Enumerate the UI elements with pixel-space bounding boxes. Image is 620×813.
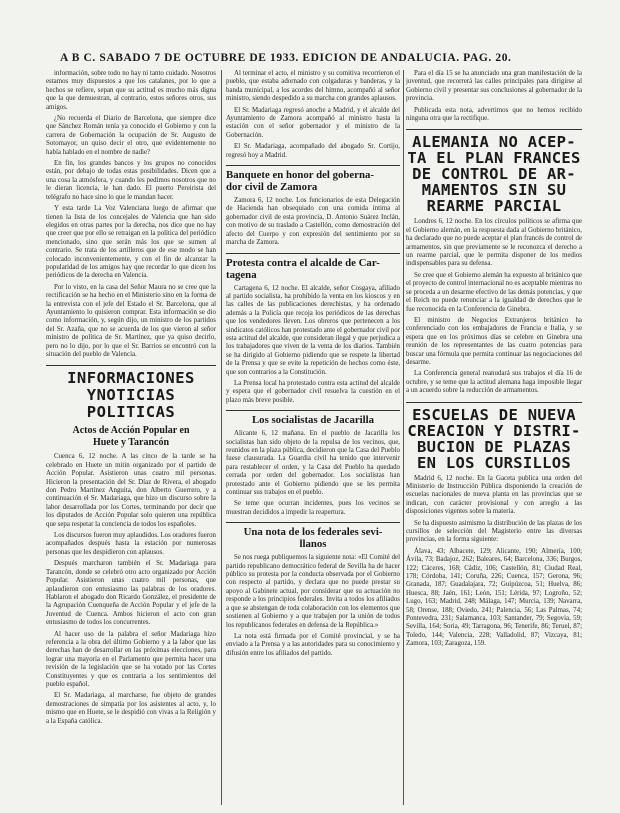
article-paragraph: Se nos ruega publiquemos la siguiente nota: «El Comité del partido republicano democrático federal de Sevilla ha de hacer público su protesta por la conducta observada por el Gobierno con respecto al partido, y declara que no puede prestar su apoyo al Gabinete actual, por considerar que su actuación no responde a los principios federales. Invita a todos los afiliados a que se abstengan de toda colaboración con los elementos que sostienen al Gobierno y a que trabajen por la unión de todos los republicanos federales en defensa de la República.» (226, 554, 400, 629)
article-paragraph: En fin, los grandes bancos y los grupos no conocidos están, por debajo de todas estas posibilidades. Dicen que a una cosa la atmósfera, y cuando les pedimos nosotros que no le dieran licencia, le han dado. El puerto Pereirista del telégrafo no hace sino lo que le mandan hacer. (46, 160, 216, 201)
page-header: A B C. SABADO 7 DE OCTUBRE DE 1933. EDICION DE ANDALUCIA. PAG. 20. (60, 52, 512, 64)
article-headline: Actos de Acción Popular en Huete y Tarancón (72, 425, 190, 449)
article-paragraph: El Sr. Madariaga, acompañado del abogado Sr. Cortijo, regresó hoy a Madrid. (226, 143, 400, 159)
article-paragraph: Alicante 6, 12 mañana. En el pueblo de Jacarilla los socialistas han sido objeto de la repulsa de los vecinos, que, reunidos en la plaza pública, decidieron que la Casa del Pueblo fuese clausurada. La Guardia civil ha tenido que intervenir para restablecer el orden, y la Casa del Pueblo ha quedado cerrada por orden del gobernador. Los socialistas han protestado ante el Gobierno pidiendo que se les permita continuar sus trabajos en el pueblo. (226, 430, 400, 497)
article-paragraph: La nota está firmada por el Comité provincial, y se ha enviado a la Prensa y a las autoridades para su conocimiento y difusión entre los afiliados del partido. (226, 632, 400, 657)
column-right (406, 70, 582, 807)
article-paragraph: Se teme que ocurran incidentes, pues los vecinos se muestran decididos a impedir la reapertura. (226, 500, 400, 516)
article-paragraph: Al hacer uso de la palabra el señor Madariaga hizo referencia a la obra del último Gobierno y a la labor que las derechas han de desarrollar en las próximas elecciones, para lograr una mayoría en el Parlamento que permita hacer una revisión de la legislación que se ha votado por las Cortes Constituyentes y que es contraria a los sentimientos del pueblo español. (46, 630, 216, 688)
article-paragraph: Se ha dispuesto asimismo la distribución de las plazas de los cursillos de selección del Magisterio entre las diversas provincias, en la forma siguiente: (406, 519, 582, 544)
article-headline: Banquete en honor del goberna- dor civil de Zamora (226, 165, 400, 193)
article-paragraph: La Conferencia general reanudará sus trabajos el día 16 de octubre, y se teme que la actitud alemana haga imposible llegar a un acuerdo sobre la reducción de armamentos. (406, 370, 582, 395)
article-headline: Una nota de los federales sevi- llanos (226, 522, 400, 550)
article-paragraph: Cuenca 6, 12 noche. A las cinco de la tarde se ha celebrado en Huete un mitin organizado por el partido de Acción Popular. Asistieron unas cuatro mil personas. Hicieron la presentación del Sr. Díaz de Rivera, el abogado don Pedro Martínez Anguita, don Alberto Guerrero, y a continuación el Sr. Madariaga, que hizo un discurso sobre la labor desarrollada por los Cortes, terminando por decir que los diputados de Acción Popular solo quieren una república que sepa respetar la conciencia de todos los españoles. (46, 453, 216, 528)
article-paragraph: Londres 6, 12 noche. En los círculos políticos se afirma que el Gobierno alemán, en la respuesta dada al Gobierno británico, ha declarado que no puede aceptar el plan francés de control de armamentos, sin que previamente se le reconozca el derecho a un rearme parcial, que le permita disponer de los medios indispensables para su defensa. (406, 218, 582, 268)
article-paragraph: Se cree que el Gobierno alemán ha expuesto al británico que el proyecto de control internacional no es aceptable mientras no se proceda a un desarme efectivo de las demás potencias, y que el Reich no puede renunciar a la igualdad de derechos que le fue reconocida en la Conferencia de Ginebra. (406, 271, 582, 313)
article-headline: Los socialistas de Jacarilla (226, 410, 400, 426)
article-paragraph: La Prensa local ha protestado contra esta actitud del alcalde y espera que el gobernador civil resuelva la cuestión en el plazo más breve posible. (226, 379, 400, 404)
article-headline: ESCUELAS DE NUEVA CREACION Y DISTRI- BUCION DE PLAZAS EN LOS CURSILLOS (406, 402, 582, 471)
article-paragraph: Álava, 43; Albacete, 129; Alicante, 190; Almería, 100; Ávila, 73; Badajoz, 262; Baleares, 64; Barcelona, 336; Burgos, 122; Cáceres, 168; Cádiz, 106; Castellón, 81; Ciudad Real, 178; Córdoba, 141; Coruña, 226; Cuenca, 157; Gerona, 96; Granada, 187; Guadalajara, 72; Guipúzcoa, 51; Huelva, 86; Huesca, 88; Jaén, 161; León, 151; Lérida, 97; Logroño, 52; Lugo, 163; Madrid, 248; Málaga, 147; Murcia, 139; Navarra, 58; Orense, 188; Oviedo, 241; Palencia, 56; Las Palmas, 74; Pontevedra, 231; Salamanca, 103; Santander, 79; Segovia, 59; Sevilla, 164; Soria, 49; Tarragona, 96; Tenerife, 86; Teruel, 87; Toledo, 144; Valencia, 228; Valladolid, 87; Vizcaya, 81; Zamora, 103; Zaragoza, 159. (406, 547, 582, 648)
article-headline: ALEMANIA NO ACEP- TA EL PLAN FRANCES DE CONTROL DE AR- MAMENTOS SIN SU REARME PARCIAL (406, 129, 582, 214)
article-paragraph: El Sr. Madariaga regresó anoche a Madrid, y el alcalde del Ayuntamiento de Zamora acompañó al ministro hasta la estación con el señor gobernador y el ministro de la Gobernación. (226, 106, 400, 139)
column-divider (221, 70, 222, 805)
column-middle (226, 70, 400, 807)
article-paragraph: El ministro de Negocios Extranjeros británico ha conferenciado con los embajadores de Francia e Italia, y se espera que en los próximos días se celebre en Ginebra una reunión de los representantes de las cuatro potencias para buscar una fórmula que permita continuar las negociaciones del desarme. (406, 316, 582, 366)
article-paragraph: Publicada esta nota, advertimos que no hemos recibido ninguna otra que la rectifique. (406, 106, 582, 123)
article-paragraph: información, sobre todo no hay ni tanto cuidado. Nosotros estamos muy dispuestos a que los catalanes, por lo que a hechos se refiere, sepan que su actitud es mucho más digna que la que demuestran, al contrario, estos señores otros, sus amigos. (46, 70, 216, 111)
article-paragraph: Al terminar el acto, el ministro y su comitiva recorrieron el pueblo, que estaba adornado con colgaduras y banderas, y la banda municipal, a los acordes del himno, acompañó al señor ministro, siendo despedido a su marcha con grandes aplausos. (226, 70, 400, 103)
article-paragraph: Zamora 6, 12 noche. Los funcionarios de esta Delegación de Hacienda han obsequiado con una comida íntima al gobernador civil de esta provincia, D. Antonio Suárez Inclán, con motivo de su traslado a Castellón, como demostración del afecto del Cuerpo y con expresión del sentimiento por su marcha de Zamora. (226, 197, 400, 247)
article-paragraph: El Sr. Madariaga, al marcharse, fue objeto de grandes demostraciones de simpatía por los asistentes al acto, y, lo mismo que en Huete, se le despidió con vivas a la Religión y a la España católica. (46, 692, 216, 725)
article-paragraph: Después marcharon también el Sr. Madariaga para Tarancón, donde se celebró otro acto organizado por Acción Popular. Asistieron unas cuatro mil personas, que aplaudieron con entusiasmo las palabras de los oradores. Hablaron el abogado don Ricardo González, el presidente de la Agrupación Cuenqueña de Acción Popular y el jefe de la Juventud de Cuenca. Ambos hicieron el acto con gran entusiasmo de todos los concurrentes. (46, 560, 216, 627)
article-paragraph: Cartagena 6, 12 noche. El alcalde, señor Cosgaya, afiliado al partido socialista, ha prohibido la venta en los kioscos y en las calles de las publicaciones derechistas, y ha ordenado además a la Policía que recoja los periódicos de las derechas que los vendedores lleven. Los obreros que pertenecen a los sindicatos católicos han protestado ante el gobernador civil por esta actitud del alcalde, que consideran ilegal y que perjudica a los trabajadores que viven de la venta de los diarios. También se ha dirigido al Gobierno pidiendo que se respete la libertad de la Prensa y que se evite la repetición de hechos como éste, que son contrarios a la Constitución. (226, 284, 400, 376)
section-heading: INFORMACIONES YNOTICIAS POLITICAS (46, 365, 216, 421)
article-paragraph: ¿No recuerda el Diario de Barcelona, que siempre dice que Sánchez Román tenía ya conocido el Gobierno y con la carrera de Gobernación la ocupación de Sr. Augusto de Sotomayor, un quiso decir el otro, que evidentemente no había hablado en el nombre de nadie? (46, 115, 216, 156)
article-paragraph: Por lo visto, en la casa del Señor Maura no se cree que la rectificación se ha hecho en el Ministerio sino en la forma de la entrevista con el jefe del Estado el Sr. Barcelona, que al Ayuntamiento lo quisieron comprar. Esta información se dio como información, y, según dijo, un ministro de los partidos del Sr. Azaña, que no se acuerda de los que vieron al señor ministro de política de Sr. Martínez, que ya quiso decirlo, pero no lo dijo, por lo que el Sr. Barrios se encontró con la situación del pueblo de Valencia. (46, 283, 216, 358)
article-paragraph: Y esta tarde La Voz Valenciana luego de afirmar que tienen la lista de los concejales de Valencia que han sido elegidos en otras partes por la derecha, nos dice que no hay que creer que por ello se retraigan en la política del periódico mencionado, sino que serán más los que se sumen al contrario. Se trata de los artilleros que de ese modo se han colocado inconvenientemente, y con el fin de alcanzar la popularidad de los amigos hay que recordar lo que dicen los periódicos de la derecha en Valencia. (46, 205, 216, 280)
column-divider (403, 70, 404, 805)
article-headline: Protesta contra el alcalde de Car- tagena (226, 253, 400, 281)
article-paragraph: Los discursos fueron muy aplaudidos. Los oradores fueron acompañados después hasta la estación por numerosas personas que les despidieron con aplausos. (46, 532, 216, 556)
article-paragraph: Madrid 6, 12 noche. En la Gaceta publica una orden del Ministerio de Instrucción Pública disponiendo la creación de escuelas nacionales de nueva planta en las provincias que se indican, con carácter provisional y con arreglo a las disposiciones vigentes sobre la materia. (406, 474, 582, 516)
article-paragraph: Para el día 15 se ha anunciado una gran manifestación de la juventud, que recorrerá las calles principales para dirigirse al Gobierno civil y presentar sus conclusiones al gobernador de la provincia. (406, 70, 582, 103)
column-left (46, 70, 216, 807)
